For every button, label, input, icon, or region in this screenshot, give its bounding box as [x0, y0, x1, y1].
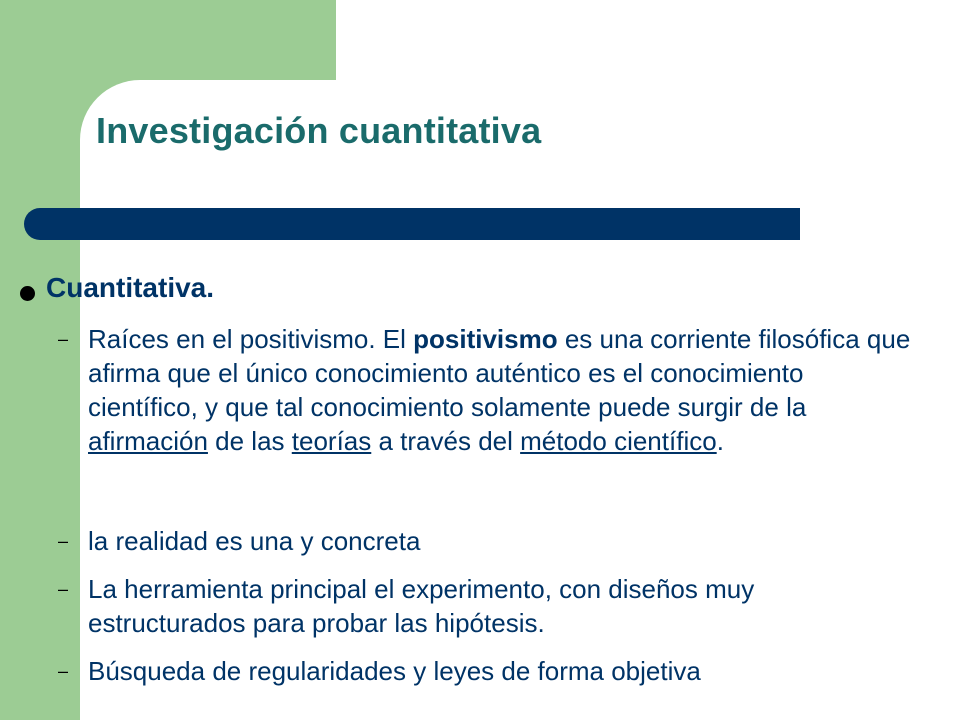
text-segment: .	[716, 426, 724, 456]
dash-icon: –	[58, 531, 69, 551]
text-segment: a través del	[371, 426, 521, 456]
bold-term: positivismo	[413, 324, 558, 354]
sub-item-text: Búsqueda de regularidades y leyes de forma objetiva	[88, 656, 701, 686]
link-teorias[interactable]: teorías	[291, 426, 372, 456]
text-segment: Raíces en el positivismo. El	[88, 324, 414, 354]
sub-item-text	[88, 322, 918, 458]
link-afirmacion[interactable]: afirmación	[88, 426, 208, 456]
slide-title: Investigación cuantitativa	[96, 110, 542, 151]
dash-icon: –	[58, 579, 69, 599]
dash-icon: –	[58, 661, 69, 681]
text-segment: es una corriente filosófica que afirma que el único conocimiento auténtico es el conocimiento científico, y que tal conocimiento solamente puede surgir de la	[88, 324, 911, 422]
text-segment: de las	[207, 426, 292, 456]
link-metodo-cientifico[interactable]: método científico	[520, 426, 717, 456]
bullet-dot-icon	[20, 286, 35, 301]
sub-item-text: La herramienta principal el experimento, con diseños muy estructurados para probar las hipótesis.	[88, 574, 755, 638]
sub-item-text: la realidad es una y concreta	[88, 526, 421, 556]
bullet-heading: Cuantitativa.	[46, 272, 215, 303]
dash-icon: –	[58, 329, 69, 349]
